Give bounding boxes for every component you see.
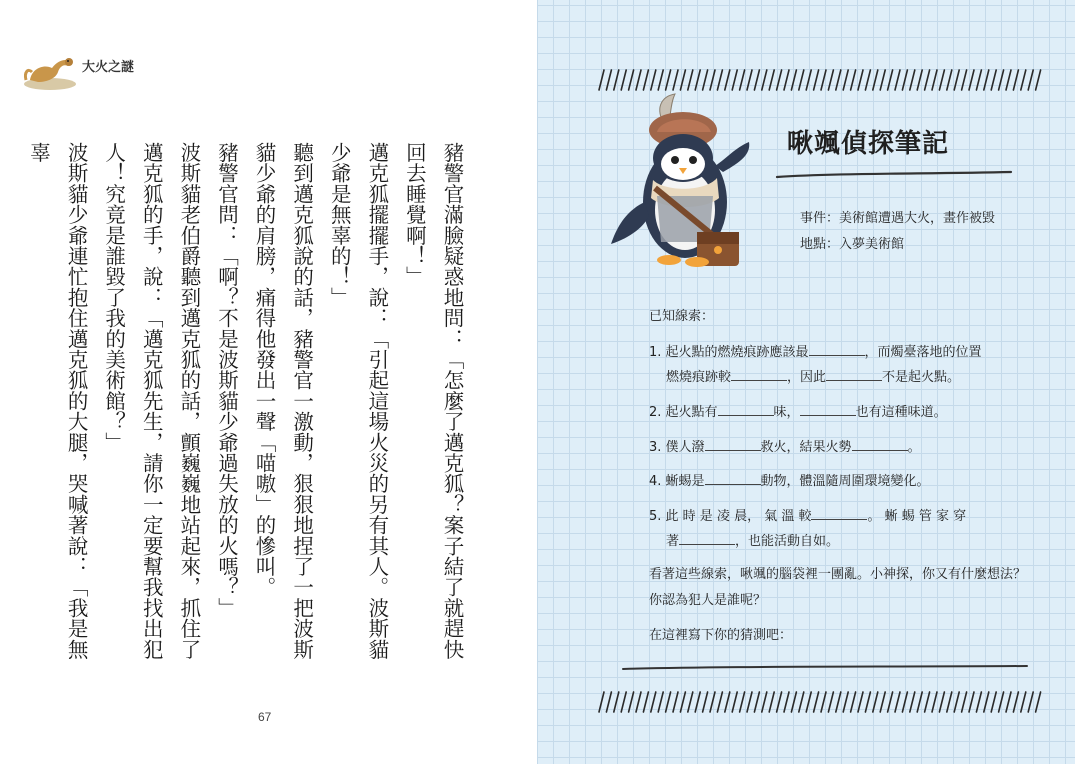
hatch-stroke [747, 692, 752, 712]
hatch-stroke [762, 70, 767, 90]
fill-in-blank[interactable] [800, 402, 856, 416]
hatch-stroke [643, 692, 648, 712]
hatch-stroke [799, 70, 804, 90]
fill-in-blank[interactable] [718, 402, 774, 416]
hatch-stroke [784, 692, 789, 712]
hatch-stroke [673, 70, 678, 90]
hatch-stroke [710, 70, 715, 90]
hatch-stroke [769, 70, 774, 90]
hatch-stroke [717, 70, 722, 90]
hatch-stroke [984, 70, 989, 90]
story-paragraph: 邁克狐擺擺手，說：「引起這場火災的另有其人。波斯貓少爺是無辜的！」 [327, 142, 389, 660]
notes-title: 啾颯偵探筆記 [787, 129, 950, 159]
hatch-stroke [880, 692, 885, 712]
hatch-stroke [865, 70, 870, 90]
hatch-stroke [851, 70, 856, 90]
hatch-stroke [754, 70, 759, 90]
story-text [26, 142, 470, 662]
hatch-stroke [651, 70, 656, 90]
hatch-stroke [710, 692, 715, 712]
answer-line[interactable] [621, 663, 1029, 673]
hatch-stroke [1006, 692, 1011, 712]
hatch-stroke [621, 692, 626, 712]
story-paragraph: 波斯貓少爺連忙抱住邁克狐的大腿，哭喊著說：「我是無辜 [26, 142, 89, 660]
hatch-stroke [777, 692, 782, 712]
hatch-stroke [680, 70, 685, 90]
hatch-stroke [658, 70, 663, 90]
hatch-stroke [769, 692, 774, 712]
hatch-stroke [732, 692, 737, 712]
hatch-stroke [1036, 692, 1041, 712]
hatch-stroke [962, 692, 967, 712]
left-page [0, 0, 537, 764]
hatch-stroke [666, 692, 671, 712]
chapter-title: 大火之謎 [82, 60, 135, 75]
hatch-stroke [717, 692, 722, 712]
hatch-stroke [939, 70, 944, 90]
hatch-stroke [740, 70, 745, 90]
hatch-stroke [821, 70, 826, 90]
hatch-stroke [888, 692, 893, 712]
hatch-stroke [725, 692, 730, 712]
fill-in-blank[interactable] [852, 437, 908, 451]
hatch-stroke [954, 70, 959, 90]
story-paragraph: 聽到邁克狐說的話，豬警官一激動，狠狠地捏了一把波斯貓少爺的肩膀，痛得他發出一聲「喵嗷」的慘叫。 [252, 142, 314, 660]
hatch-stroke [895, 692, 900, 712]
hatch-stroke [828, 70, 833, 90]
story-paragraph: 波斯貓老伯爵聽到邁克狐的話，顫巍巍地站起來，抓住了邁克狐的手，說：「邁克狐先生，請你一定要幫我找出犯人！究竟是誰毀了我的美術館？」 [101, 142, 201, 660]
hatch-stroke [851, 692, 856, 712]
hatch-stroke [1006, 70, 1011, 90]
hatch-stroke [917, 70, 922, 90]
hatch-divider-top [595, 68, 1043, 92]
hatch-stroke [954, 692, 959, 712]
hatch-stroke [599, 692, 604, 712]
hatch-stroke [947, 70, 952, 90]
hatch-stroke [643, 70, 648, 90]
hatch-stroke [799, 692, 804, 712]
clue-3: 3. 僕人潑 救火，結果火勢 。 [649, 436, 921, 455]
hatch-stroke [969, 70, 974, 90]
hatch-stroke [747, 70, 752, 90]
hatch-stroke [873, 70, 878, 90]
hatch-stroke [991, 70, 996, 90]
hatch-stroke [703, 692, 708, 712]
hatch-stroke [666, 70, 671, 90]
hatch-stroke [947, 692, 952, 712]
fill-in-blank[interactable] [811, 506, 867, 520]
hatch-stroke [858, 692, 863, 712]
hatch-stroke [688, 70, 693, 90]
guess-prompt: 在這裡寫下你的猜測吧： [649, 628, 793, 643]
hatch-stroke [888, 70, 893, 90]
clue-1-line-2: 燃燒痕跡較 ，因此 不是起火點。 [666, 366, 960, 385]
hatch-stroke [762, 692, 767, 712]
hatch-stroke [680, 692, 685, 712]
hatch-stroke [843, 70, 848, 90]
hatch-stroke [599, 70, 604, 90]
hatch-stroke [932, 692, 937, 712]
hatch-stroke [917, 692, 922, 712]
hatch-stroke [1013, 692, 1018, 712]
hatch-stroke [925, 70, 930, 90]
hatch-stroke [999, 70, 1004, 90]
hatch-stroke [695, 692, 700, 712]
hatch-stroke [621, 70, 626, 90]
hatch-stroke [976, 70, 981, 90]
hatch-stroke [651, 692, 656, 712]
clue-1-line-1: 1. 起火點的燃燒痕跡應該最 ，而燭臺落地的位置 [649, 341, 982, 360]
hatch-divider-bottom [595, 690, 1043, 714]
page-number: 67 [258, 710, 272, 724]
hatch-stroke [791, 70, 796, 90]
hatch-stroke [843, 692, 848, 712]
hatch-stroke [614, 692, 619, 712]
hatch-stroke [703, 70, 708, 90]
hatch-stroke [673, 692, 678, 712]
story-paragraph: 豬警官問：「啊？不是波斯貓少爺過失放的火嗎？」 [214, 142, 239, 619]
hatch-stroke [902, 70, 907, 90]
hatch-stroke [858, 70, 863, 90]
hatch-stroke [740, 692, 745, 712]
clues-heading: 已知線索： [649, 309, 715, 324]
clue-2: 2. 起火點有 味， 也有這種味道。 [649, 401, 947, 420]
hatch-stroke [880, 70, 885, 90]
hatch-stroke [695, 70, 700, 90]
clue-5-line-1: 5. 此 時 是 凌 晨， 氣 溫 較 。 蜥 蜴 管 家 穿 [649, 505, 966, 524]
hatch-stroke [873, 692, 878, 712]
hatch-stroke [836, 692, 841, 712]
hatch-stroke [976, 692, 981, 712]
hatch-stroke [732, 70, 737, 90]
hatch-stroke [629, 70, 634, 90]
hatch-stroke [999, 692, 1004, 712]
hatch-stroke [606, 70, 611, 90]
case-event: 事件：美術館遭遇大火，畫作被毀 [800, 211, 996, 226]
fill-in-blank[interactable] [731, 367, 787, 381]
hatch-stroke [636, 692, 641, 712]
hatch-stroke [636, 70, 641, 90]
hatch-stroke [1028, 692, 1033, 712]
story-paragraph: 豬警官滿臉疑惑地問：「怎麼了邁克狐？案子結了就趕快回去睡覺啊！」 [402, 142, 464, 660]
hatch-stroke [865, 692, 870, 712]
clue-5-line-2: 著 ，也能活動自如。 [666, 530, 839, 549]
reflection-paragraph: 看著這些線索，啾颯的腦袋裡一團亂。小神探，你又有什麼想法？你認為犯人是誰呢？ [649, 567, 1027, 608]
hatch-stroke [962, 70, 967, 90]
hatch-stroke [1028, 70, 1033, 90]
hatch-stroke [725, 70, 730, 90]
hatch-stroke [932, 70, 937, 90]
fill-in-blank[interactable] [826, 367, 882, 381]
hatch-stroke [895, 70, 900, 90]
fill-in-blank[interactable] [705, 471, 761, 485]
hatch-stroke [614, 70, 619, 90]
fill-in-blank[interactable] [705, 437, 761, 451]
clue-4: 4. 蜥蜴是 動物，體溫隨周圍環境變化。 [649, 470, 930, 489]
fill-in-blank[interactable] [809, 342, 865, 356]
title-underline [775, 168, 1013, 182]
hatch-stroke [939, 692, 944, 712]
hatch-stroke [814, 692, 819, 712]
penguin-detective-icon [605, 92, 755, 282]
chapter-header [22, 50, 162, 92]
case-location: 地點：入夢美術館 [800, 237, 905, 252]
right-page [537, 0, 1075, 764]
hatch-stroke [902, 692, 907, 712]
hatch-stroke [754, 692, 759, 712]
hatch-stroke [688, 692, 693, 712]
hatch-stroke [1036, 70, 1041, 90]
hatch-stroke [910, 70, 915, 90]
hatch-stroke [1013, 70, 1018, 90]
hatch-stroke [806, 692, 811, 712]
hatch-stroke [925, 692, 930, 712]
hatch-stroke [984, 692, 989, 712]
fox-icon [22, 50, 78, 92]
hatch-stroke [814, 70, 819, 90]
hatch-stroke [806, 70, 811, 90]
fill-in-blank[interactable] [679, 531, 735, 545]
hatch-stroke [821, 692, 826, 712]
hatch-stroke [969, 692, 974, 712]
hatch-stroke [836, 70, 841, 90]
hatch-stroke [658, 692, 663, 712]
hatch-stroke [606, 692, 611, 712]
hatch-stroke [991, 692, 996, 712]
hatch-stroke [777, 70, 782, 90]
hatch-stroke [828, 692, 833, 712]
hatch-stroke [1021, 70, 1026, 90]
hatch-stroke [791, 692, 796, 712]
hatch-stroke [784, 70, 789, 90]
hatch-stroke [629, 692, 634, 712]
hatch-stroke [910, 692, 915, 712]
hatch-stroke [1021, 692, 1026, 712]
